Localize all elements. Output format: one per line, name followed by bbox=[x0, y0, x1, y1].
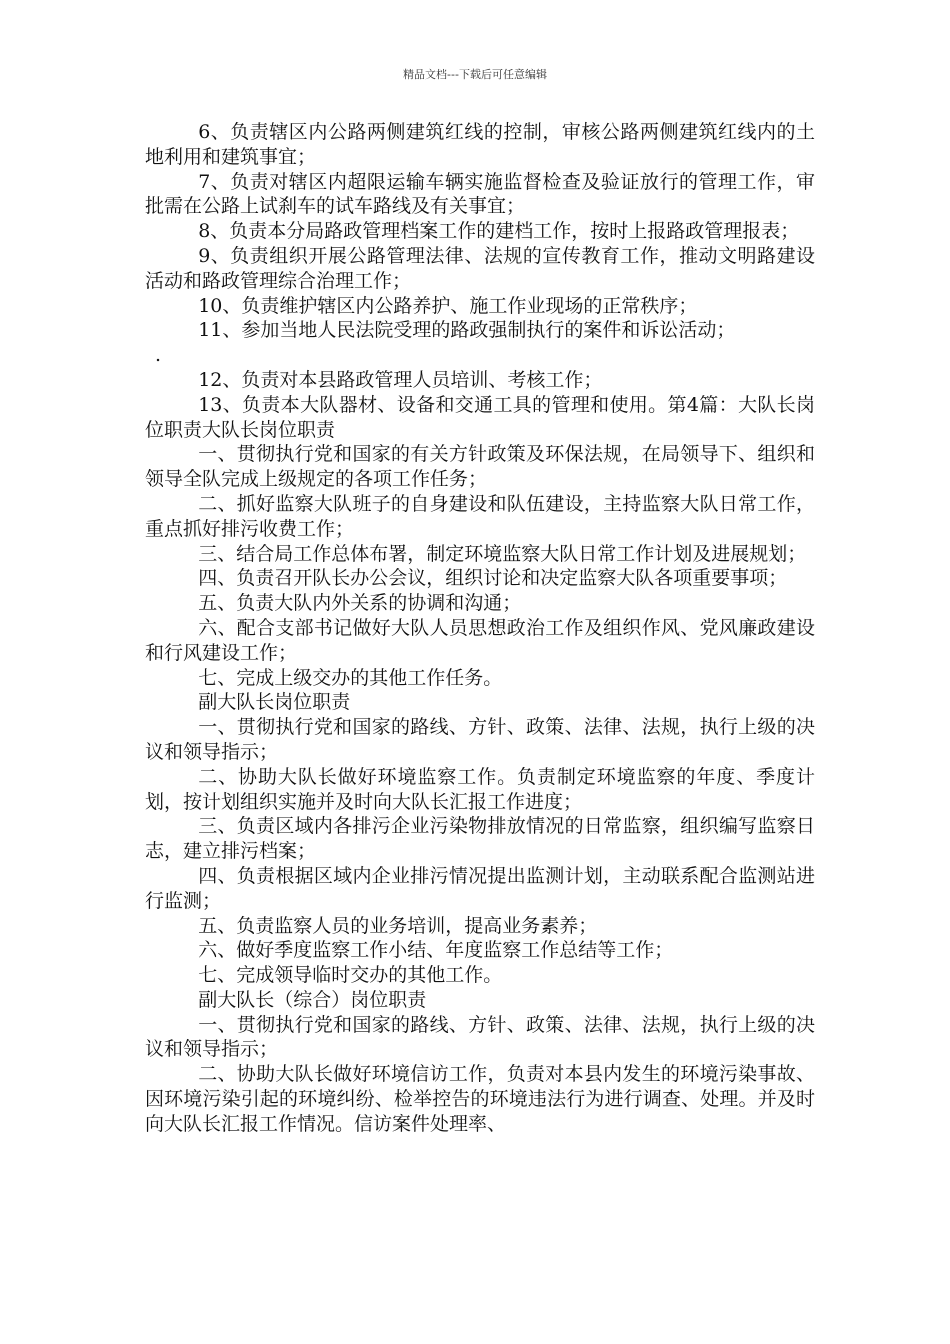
paragraph: 三、负责区域内各排污企业污染物排放情况的日常监察，组织编写监察日志，建立排污档案； bbox=[145, 815, 815, 863]
paragraph: 二、协助大队长做好环境信访工作，负责对本县内发生的环境污染事故、因环境污染引起的环境纠纷、检举控告的环境违法行为进行调查、处理。并及时向大队长汇报工作情况。信访案件处理率、 bbox=[145, 1063, 815, 1135]
paragraph: 四、负责根据区域内企业排污情况提出监测计划，主动联系配合监测站进行监测； bbox=[145, 864, 815, 912]
paragraph: 一、贯彻执行党和国家的有关方针政策及环保法规，在局领导下、组织和领导全队完成上级规定的各项工作任务； bbox=[145, 443, 815, 491]
document-body bbox=[145, 120, 815, 1137]
paragraph: 一、贯彻执行党和国家的路线、方针、政策、法律、法规，执行上级的决议和领导指示； bbox=[145, 716, 815, 763]
paragraph: 六、做好季度监察工作小结、年度监察工作总结等工作； bbox=[198, 939, 674, 962]
paragraph: 七、完成上级交办的其他工作任务。 bbox=[198, 666, 503, 689]
stray-dot: . bbox=[155, 344, 162, 367]
paragraph: 6、负责辖区内公路两侧建筑红线的控制，审核公路两侧建筑红线内的土地利用和建筑事宜； bbox=[145, 121, 815, 168]
paragraph: 二、抓好监察大队班子的自身建设和队伍建设，主持监察大队日常工作，重点抓好排污收费工作； bbox=[145, 492, 815, 540]
section-heading: 副大队长岗位职责 bbox=[198, 691, 351, 714]
paragraph: 10、负责维护辖区内公路养护、施工作业现场的正常秩序； bbox=[198, 294, 698, 317]
paragraph: 8、负责本分局路政管理档案工作的建档工作，按时上报路政管理报表； bbox=[198, 220, 800, 243]
paragraph: 一、贯彻执行党和国家的路线、方针、政策、法律、法规，执行上级的决议和领导指示； bbox=[145, 1013, 815, 1061]
paragraph: 13、负责本大队器材、设备和交通工具的管理和使用。第4篇：大队长岗位职责大队长岗位职责 bbox=[145, 393, 815, 441]
paragraph: 七、完成领导临时交办的其他工作。 bbox=[198, 964, 503, 987]
paragraph: 五、负责大队内外关系的协调和沟通； bbox=[198, 592, 522, 615]
paragraph: 五、负责监察人员的业务培训，提高业务素养； bbox=[198, 914, 598, 937]
paragraph: 二、协助大队长做好环境监察工作。负责制定环境监察的年度、季度计划，按计划组织实施并及时向大队长汇报工作进度； bbox=[145, 765, 815, 813]
paragraph: 11、参加当地人民法院受理的路政强制执行的案件和诉讼活动； bbox=[198, 319, 736, 342]
paragraph: 三、结合局工作总体布署，制定环境监察大队日常工作计划及进展规划； bbox=[198, 542, 807, 565]
paragraph: 7、负责对辖区内超限运输车辆实施监督检查及验证放行的管理工作，审批需在公路上试刹车的试车路线及有关事宜； bbox=[145, 170, 815, 218]
paragraph: 六、配合支部书记做好大队人员思想政治工作及组织作风、党风廉政建设和行风建设工作； bbox=[145, 616, 815, 664]
section-heading: 副大队长（综合）岗位职责 bbox=[198, 988, 427, 1011]
paragraph: 四、负责召开队长办公会议，组织讨论和决定监察大队各项重要事项； bbox=[198, 567, 788, 590]
page-header: 精品文档---下载后可任意编辑 bbox=[403, 68, 547, 81]
paragraph: 9、负责组织开展公路管理法律、法规的宣传教育工作，推动文明路建设活动和路政管理综合治理工作； bbox=[145, 244, 815, 292]
paragraph: 12、负责对本县路政管理人员培训、考核工作； bbox=[198, 368, 603, 391]
